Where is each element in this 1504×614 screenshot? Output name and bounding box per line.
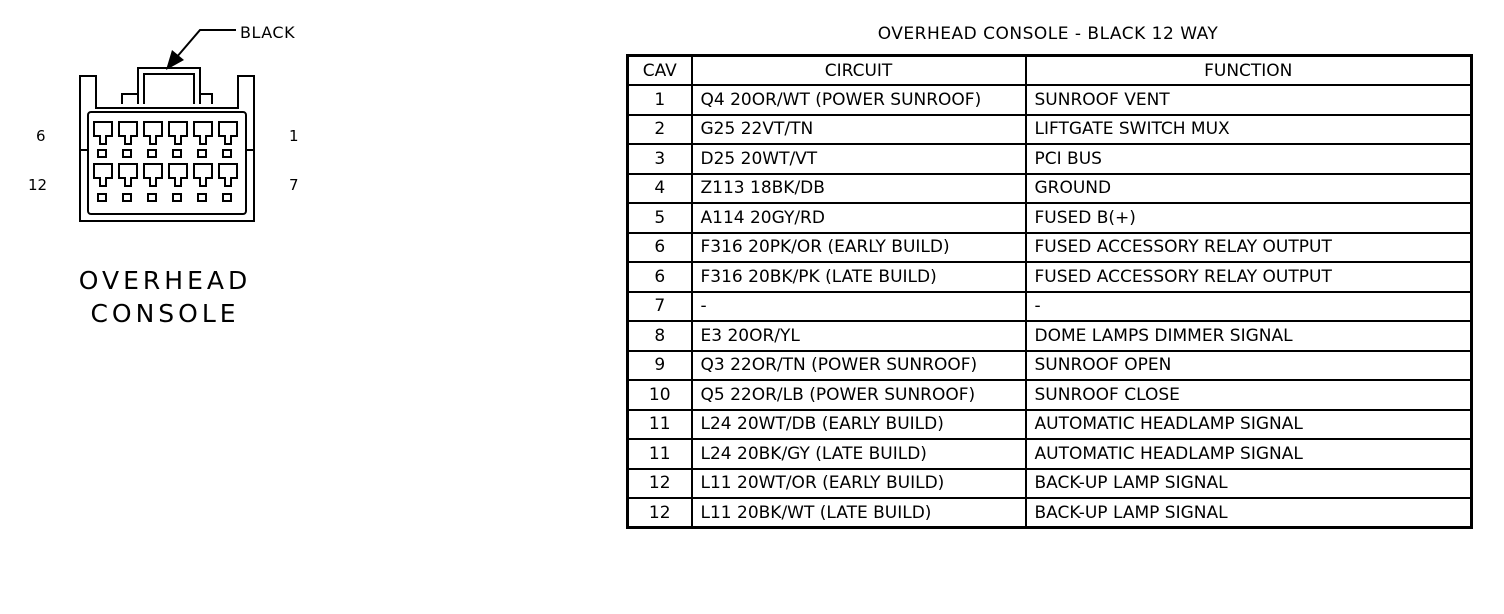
circuit-cell: Z113 18BK/DB bbox=[692, 174, 1026, 204]
cav-cell: 11 bbox=[628, 410, 692, 440]
function-cell: - bbox=[1026, 292, 1472, 322]
function-cell: FUSED ACCESSORY RELAY OUTPUT bbox=[1026, 262, 1472, 292]
circuit-cell: A114 20GY/RD bbox=[692, 203, 1026, 233]
function-cell: PCI BUS bbox=[1026, 144, 1472, 174]
table-row bbox=[628, 115, 1472, 145]
table-row bbox=[628, 498, 1472, 528]
table-row bbox=[628, 439, 1472, 469]
cav-cell: 12 bbox=[628, 469, 692, 499]
table-row bbox=[628, 85, 1472, 115]
circuit-cell: L24 20WT/DB (EARLY BUILD) bbox=[692, 410, 1026, 440]
table-row bbox=[628, 410, 1472, 440]
table-row bbox=[628, 174, 1472, 204]
circuit-cell: G25 22VT/TN bbox=[692, 115, 1026, 145]
circuit-cell: E3 20OR/YL bbox=[692, 321, 1026, 351]
callout-arrow-icon bbox=[166, 30, 236, 70]
cav-cell: 8 bbox=[628, 321, 692, 351]
circuit-cell: Q4 20OR/WT (POWER SUNROOF) bbox=[692, 85, 1026, 115]
function-cell: DOME LAMPS DIMMER SIGNAL bbox=[1026, 321, 1472, 351]
pin-label-1: 1 bbox=[289, 127, 299, 145]
cav-cell: 9 bbox=[628, 351, 692, 381]
table-row bbox=[628, 144, 1472, 174]
header-circuit: CIRCUIT bbox=[692, 56, 1026, 86]
cav-cell: 1 bbox=[628, 85, 692, 115]
header-function: FUNCTION bbox=[1026, 56, 1472, 86]
table-row bbox=[628, 203, 1472, 233]
function-cell: SUNROOF VENT bbox=[1026, 85, 1472, 115]
connector-color-label: BLACK bbox=[240, 23, 296, 42]
pin-label-12: 12 bbox=[28, 176, 48, 194]
cav-cell: 10 bbox=[628, 380, 692, 410]
table-row bbox=[628, 351, 1472, 381]
connector-housing-icon bbox=[80, 68, 254, 221]
table-header-row bbox=[628, 56, 1472, 86]
pin-label-6: 6 bbox=[36, 127, 46, 145]
table-row bbox=[628, 233, 1472, 263]
function-cell: BACK-UP LAMP SIGNAL bbox=[1026, 469, 1472, 499]
pinout-table bbox=[626, 54, 1473, 529]
function-cell: SUNROOF CLOSE bbox=[1026, 380, 1472, 410]
table-row bbox=[628, 321, 1472, 351]
cav-cell: 5 bbox=[628, 203, 692, 233]
table-row bbox=[628, 469, 1472, 499]
connector-name-line1: OVERHEAD bbox=[78, 266, 252, 295]
circuit-cell: D25 20WT/VT bbox=[692, 144, 1026, 174]
table-row bbox=[628, 380, 1472, 410]
function-cell: BACK-UP LAMP SIGNAL bbox=[1026, 498, 1472, 528]
circuit-cell: Q3 22OR/TN (POWER SUNROOF) bbox=[692, 351, 1026, 381]
circuit-cell: Q5 22OR/LB (POWER SUNROOF) bbox=[692, 380, 1026, 410]
cav-cell: 11 bbox=[628, 439, 692, 469]
table-title: OVERHEAD CONSOLE - BLACK 12 WAY bbox=[877, 24, 1219, 44]
pin-label-7: 7 bbox=[289, 176, 299, 194]
function-cell: LIFTGATE SWITCH MUX bbox=[1026, 115, 1472, 145]
connector-diagram bbox=[0, 0, 600, 614]
cav-cell: 12 bbox=[628, 498, 692, 528]
circuit-cell: L11 20WT/OR (EARLY BUILD) bbox=[692, 469, 1026, 499]
circuit-cell: L11 20BK/WT (LATE BUILD) bbox=[692, 498, 1026, 528]
cav-cell: 6 bbox=[628, 262, 692, 292]
function-cell: FUSED ACCESSORY RELAY OUTPUT bbox=[1026, 233, 1472, 263]
function-cell: FUSED B(+) bbox=[1026, 203, 1472, 233]
function-cell: AUTOMATIC HEADLAMP SIGNAL bbox=[1026, 439, 1472, 469]
connector-name-line2: CONSOLE bbox=[90, 299, 240, 328]
table-row bbox=[628, 262, 1472, 292]
function-cell: SUNROOF OPEN bbox=[1026, 351, 1472, 381]
circuit-cell: L24 20BK/GY (LATE BUILD) bbox=[692, 439, 1026, 469]
circuit-cell: - bbox=[692, 292, 1026, 322]
header-cav: CAV bbox=[628, 56, 692, 86]
cav-cell: 3 bbox=[628, 144, 692, 174]
function-cell: AUTOMATIC HEADLAMP SIGNAL bbox=[1026, 410, 1472, 440]
cav-cell: 4 bbox=[628, 174, 692, 204]
cav-cell: 2 bbox=[628, 115, 692, 145]
circuit-cell: F316 20PK/OR (EARLY BUILD) bbox=[692, 233, 1026, 263]
cav-cell: 7 bbox=[628, 292, 692, 322]
circuit-cell: F316 20BK/PK (LATE BUILD) bbox=[692, 262, 1026, 292]
table-row bbox=[628, 292, 1472, 322]
function-cell: GROUND bbox=[1026, 174, 1472, 204]
cav-cell: 6 bbox=[628, 233, 692, 263]
